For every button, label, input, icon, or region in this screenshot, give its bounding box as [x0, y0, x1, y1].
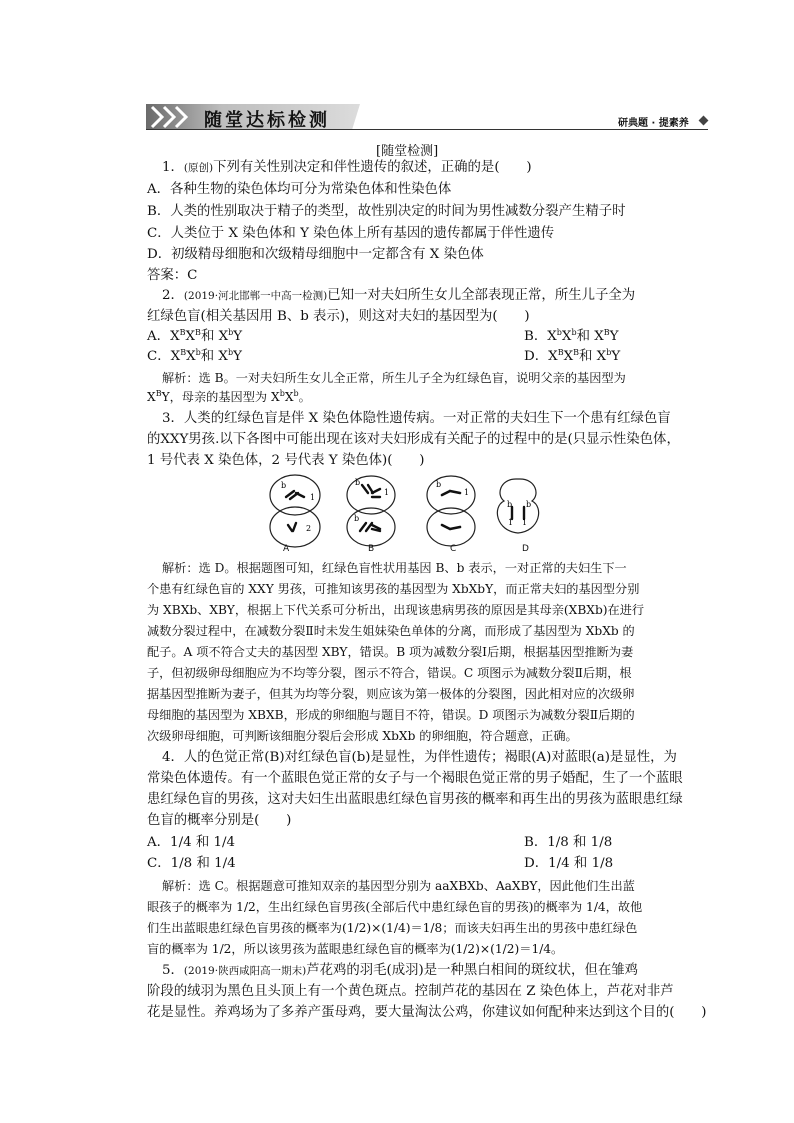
fig-d-num-1b: 1: [522, 518, 528, 527]
q4-stem-line4: 色盲的概率分别是( ): [147, 813, 292, 828]
section-banner: [146, 104, 360, 130]
fig-d-gene-b2: b: [526, 500, 532, 509]
cell-division-figures: [268, 473, 548, 555]
q1-stem: 1．(原创)下列有关性别决定和伴性遗传的叙述，正确的是( ): [162, 160, 532, 175]
q2-option-b: B．$X^bX^b$和 $X^BY$: [524, 328, 619, 344]
q4-explanation-line3: 们生出蓝眼患红绿色盲男孩的概率为(1/2)×(1/4)＝1/8；而该夫妇再生出的男孩中患红绿色: [147, 921, 638, 935]
q4-option-a: A．1/4 和 1/4: [147, 835, 236, 850]
q2-stem-line2: 红绿色盲(相关基因用 B、b 表示)，则这对夫妇的基因型为( ): [147, 309, 530, 324]
q1-option-b: B．人类的性别取决于精子的类型，故性别决定的时间为男性减数分裂产生精子时: [147, 204, 626, 219]
q4-stem-line3: 患红绿色盲的男孩，这对夫妇生出蓝眼患红绿色盲男孩的概率和再生出的男孩为蓝眼患红绿: [147, 792, 683, 807]
q2-option-c: C．$X^BX^b$和 $X^bY$: [147, 348, 242, 364]
q5-stem-line2: 阶段的绒羽为黑色且头顶上有一个黄色斑点。控制芦花的基因在 Z 染色体上，芦花对非芦: [147, 984, 674, 999]
q4-stem-line1: 4．人的色觉正常(B)对红绿色盲(b)是显性，为伴性遗传；褐眼(A)对蓝眼(a)是显性，为: [162, 750, 677, 765]
banner-title: 随堂达标检测: [204, 110, 330, 131]
q3-explanation-line4: 减数分裂过程中，在减数分裂Ⅱ时未发生姐妹染色单体的分离，而形成了基因型为 XbXb 的: [147, 624, 635, 638]
fig-b-gene-b: b: [355, 478, 361, 487]
q3-explanation-line7: 据基因型推断为妻子，但其为均等分裂，则应该为第一极体的分裂图，因此相对应的次级卵: [147, 687, 635, 701]
q2-option-a: A．$X^BX^B$和 $X^bY$: [147, 328, 243, 344]
figure-d-cell: [497, 479, 538, 533]
q3-explanation-line6: 子，但初级卵母细胞应为不均等分裂，图示不符合，错误。C 项图示为减数分裂Ⅱ后期，根: [147, 666, 632, 680]
fig-d-num-1: 1: [508, 518, 514, 527]
fig-a-num-1: 1: [310, 493, 316, 502]
q1-answer: 答案：C: [147, 268, 198, 283]
q3-explanation-line3: 为 XBXb、XBY，根据上下代关系可分析出，出现该患病男孩的原因是其母亲(XBXb)在进行: [147, 603, 645, 617]
q4-option-b: B．1/8 和 1/8: [524, 835, 613, 850]
fig-a-gene-b: b: [281, 481, 287, 490]
fig-a-num-2: 2: [306, 524, 312, 533]
q5-stem-line3: 花是显性。养鸡场为了多养产蛋母鸡，要大量淘汰公鸡，你建议如何配种来达到这个目的( ): [147, 1005, 707, 1020]
q1-option-c: C．人类位于 X 染色体和 Y 染色体上所有基因的遗传都属于伴性遗传: [147, 226, 555, 241]
q2-option-d: D．$X^BX^B$和 $X^bY$: [524, 348, 621, 364]
q4-explanation-line1: 解析：选 C。根据题意可推知双亲的基因型分别为 aaXBXb、AaXBY，因此他们生出蓝: [162, 879, 635, 893]
q1-option-d: D．初级精母细胞和次级精母细胞中一定都含有 X 染色体: [147, 247, 484, 262]
figure-c-cell: [427, 476, 475, 546]
q3-stem-line1: 3．人类的红绿色盲是伴 X 染色体隐性遗传病。一对正常的夫妇生下一个患有红绿色盲: [162, 411, 671, 426]
q2-stem-line1: 2．(2019·河北邯郸一中高一检测)已知一对夫妇所生女儿全部表现正常，所生儿子全为: [162, 288, 636, 303]
q3-explanation-line2: 个患有红绿色盲的 XXY 男孩，可推知该男孩的基因型为 XbXbY，而正常夫妇的基因型分别: [147, 582, 640, 596]
figure-a-cell: [270, 475, 320, 547]
diamond-icon: [699, 116, 709, 126]
figure-label-d: D: [522, 544, 529, 554]
fig-b-num-1: 1: [384, 488, 390, 497]
fig-c-num-1: 1: [464, 488, 470, 497]
fig-d-gene-b: b: [507, 500, 513, 509]
q4-option-d: D．1/4 和 1/8: [524, 856, 614, 871]
q4-explanation-line4: 盲的概率为 1/2，所以该男孩为蓝眼患红绿色盲的概率为(1/2)×(1/2)＝1/4。: [147, 942, 564, 956]
q3-explanation-line9: 次级卵母细胞，可判断该细胞分裂后会形成 XbXb 的卵细胞，符合题意，正确。: [147, 729, 578, 743]
q3-explanation-line5: 配子。A 项不符合丈夫的基因型 XBY，错误。B 项为减数分裂Ⅰ后期，根据基因型推断为妻: [147, 645, 634, 659]
fig-c-gene-b: b: [436, 480, 442, 489]
q2-explanation-line1: 解析：选 B。一对夫妇所生女儿全正常，所生儿子全为红绿色盲，说明父亲的基因型为: [162, 371, 626, 385]
q3-explanation-line8: 母细胞的基因型为 XBXB，形成的卵细胞与题目不符，错误。D 项图示为减数分裂Ⅱ后期的: [147, 708, 635, 722]
figure-label-c: C: [450, 544, 457, 554]
figure-label-a: A: [283, 544, 290, 554]
q3-stem-line2: 的XXY男孩.以下各图中可能出现在该对夫妇形成有关配子的过程中的是(只显示性染色体，: [147, 432, 680, 447]
q4-option-c: C．1/8 和 1/4: [147, 856, 236, 871]
section-tag: [随堂检测]: [376, 144, 439, 159]
q1-option-a: A．各种生物的染色体均可分为常染色体和性染色体: [147, 182, 452, 197]
fig-b-gene-b2: b: [354, 514, 360, 523]
q5-stem-line1: 5．(2019·陕西咸阳高一期末)芦花鸡的羽毛(成羽)是一种黑白相间的斑纹状，但在雏鸡: [162, 963, 639, 978]
q2-explanation-line2: $X^BY$，母亲的基因型为 $X^bX^b$。: [147, 389, 311, 404]
q3-stem-line3: 1 号代表 X 染色体，2 号代表 Y 染色体)( ): [147, 453, 425, 468]
q4-explanation-line2: 眼孩子的概率为 1/2，生出红绿色盲男孩(全部后代中患红绿色盲的男孩)的概率为 1/4，故他: [147, 900, 643, 914]
figure-label-b: B: [368, 544, 375, 554]
q4-stem-line2: 常染色体遗传。有一个蓝眼色觉正常的女子与一个褐眼色觉正常的男子婚配，生了一个蓝眼: [147, 771, 683, 786]
q3-explanation-line1: 解析：选 D。根据题图可知，红绿色盲性状用基因 B、b 表示，一对正常的夫妇生下一: [162, 561, 627, 575]
header-right-text: 研典题 · 提素养: [618, 118, 689, 129]
header-rule: [146, 129, 708, 130]
